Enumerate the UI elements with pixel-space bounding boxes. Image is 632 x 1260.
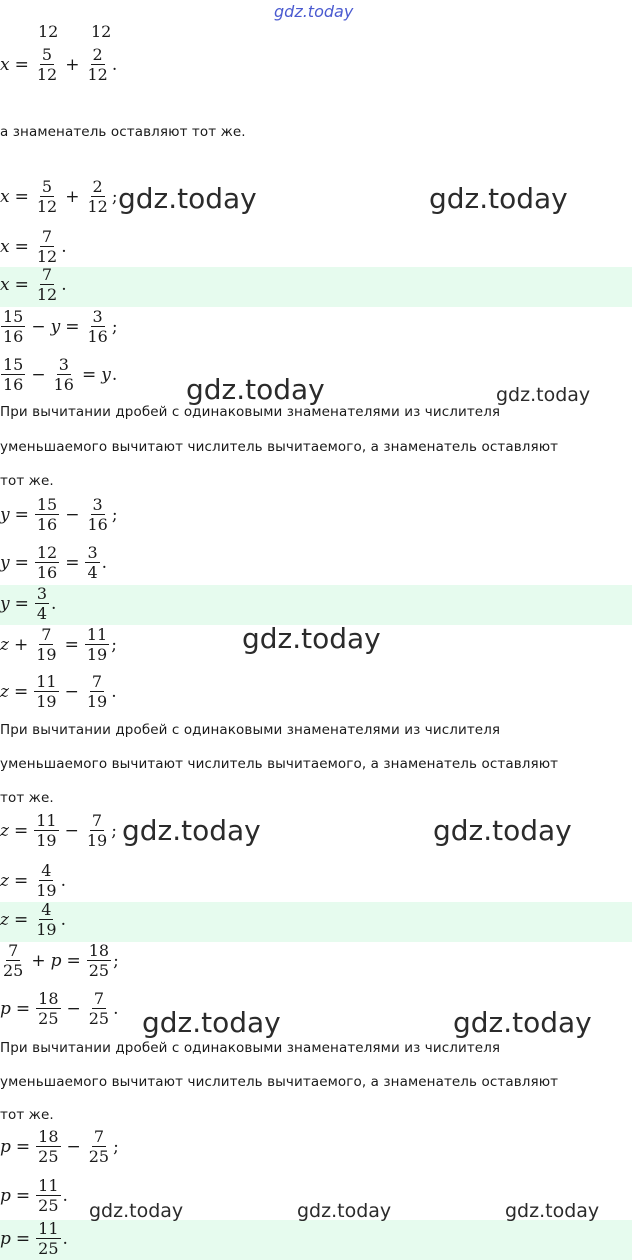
watermark: gdz.today <box>505 1200 600 1222</box>
watermark: gdz.today <box>496 384 591 406</box>
rule-text-denominator: а знаменатель оставляют тот же. <box>0 124 246 140</box>
cut-numerator-left: 12 <box>38 22 59 41</box>
rule-text-line1: При вычитании дробей с одинаковыми знаменателями из числителя <box>0 1040 501 1056</box>
equation-p-step2: p = $\frac{11}{25}$ . <box>0 1176 68 1215</box>
watermark: gdz.today <box>297 1200 392 1222</box>
equation-x-sum: x = $\frac{5}{12}$ + $\frac{2}{12}$ . <box>0 45 118 84</box>
equation-z-rearranged: z = $\frac{11}{19}$ − $\frac{7}{19}$ . <box>0 672 117 711</box>
watermark: gdz.today <box>453 1006 592 1039</box>
watermark: gdz.today <box>242 622 381 655</box>
equation-y-step2: y = $\frac{12}{16}$ = $\frac{3}{4}$ . <box>0 543 108 582</box>
equation-z-step2: z = $\frac{4}{19}$ . <box>0 861 66 900</box>
watermark: gdz.today <box>186 373 325 406</box>
equation-y-answer: y = $\frac{3}{4}$ . <box>0 584 57 623</box>
equation-z-answer: z = $\frac{4}{19}$ . <box>0 900 66 939</box>
watermark: gdz.today <box>89 1200 184 1222</box>
rule-text-line3: тот же. <box>0 1107 54 1123</box>
watermark: gdz.today <box>122 814 261 847</box>
equation-x-step1: x = $\frac{5}{12}$ + $\frac{2}{12}$ ; <box>0 177 118 216</box>
answer-highlight-p <box>0 1220 632 1260</box>
watermark: gdz.today <box>118 182 257 215</box>
cut-numerator-right: 12 <box>91 22 112 41</box>
equation-p-rearranged: p = $\frac{18}{25}$ − $\frac{7}{25}$ . <box>0 989 119 1028</box>
watermark: gdz.today <box>433 814 572 847</box>
equation-z-step1: z = $\frac{11}{19}$ − $\frac{7}{19}$ ; <box>0 811 117 850</box>
answer-highlight-x <box>0 267 632 307</box>
rule-text-line1: При вычитании дробей с одинаковыми знаменателями из числителя <box>0 722 501 738</box>
rule-text-line3: тот же. <box>0 473 54 489</box>
rule-text-line1: При вычитании дробей с одинаковыми знаменателями из числителя <box>0 404 501 420</box>
watermark: gdz.today <box>429 182 568 215</box>
equation-p-step1: p = $\frac{18}{25}$ − $\frac{7}{25}$ ; <box>0 1127 119 1166</box>
equation-p-answer: p = $\frac{11}{25}$ . <box>0 1219 68 1258</box>
rule-text-line2: уменьшаемого вычитают числитель вычитаемого, а знаменатель оставляют <box>0 439 559 455</box>
rule-text-line2: уменьшаемого вычитают числитель вычитаемого, а знаменатель оставляют <box>0 756 559 772</box>
rule-text-line3: тот же. <box>0 790 54 806</box>
answer-highlight-y <box>0 585 632 625</box>
watermark: gdz.today <box>142 1006 281 1039</box>
rule-text-line2: уменьшаемого вычитают числитель вычитаемого, а знаменатель оставляют <box>0 1074 559 1090</box>
equation-y-step1: y = $\frac{15}{16}$ − $\frac{3}{16}$ ; <box>0 495 118 534</box>
answer-highlight-z <box>0 902 632 942</box>
equation-y-rearranged: $\frac{15}{16}$ − $\frac{3}{16}$ = y . <box>3 355 118 394</box>
watermark-top: gdz.today <box>274 2 354 21</box>
equation-p-given: $\frac{7}{25}$ + p = $\frac{18}{25}$ ; <box>3 941 119 980</box>
equation-x-step2: x = $\frac{7}{12}$ . <box>0 227 67 266</box>
equation-y-given: $\frac{15}{16}$ − y = $\frac{3}{16}$ ; <box>3 307 118 346</box>
equation-x-answer: x = $\frac{7}{12}$ . <box>0 265 67 304</box>
equation-z-given: z + $\frac{7}{19}$ = $\frac{11}{19}$ ; <box>0 625 117 664</box>
